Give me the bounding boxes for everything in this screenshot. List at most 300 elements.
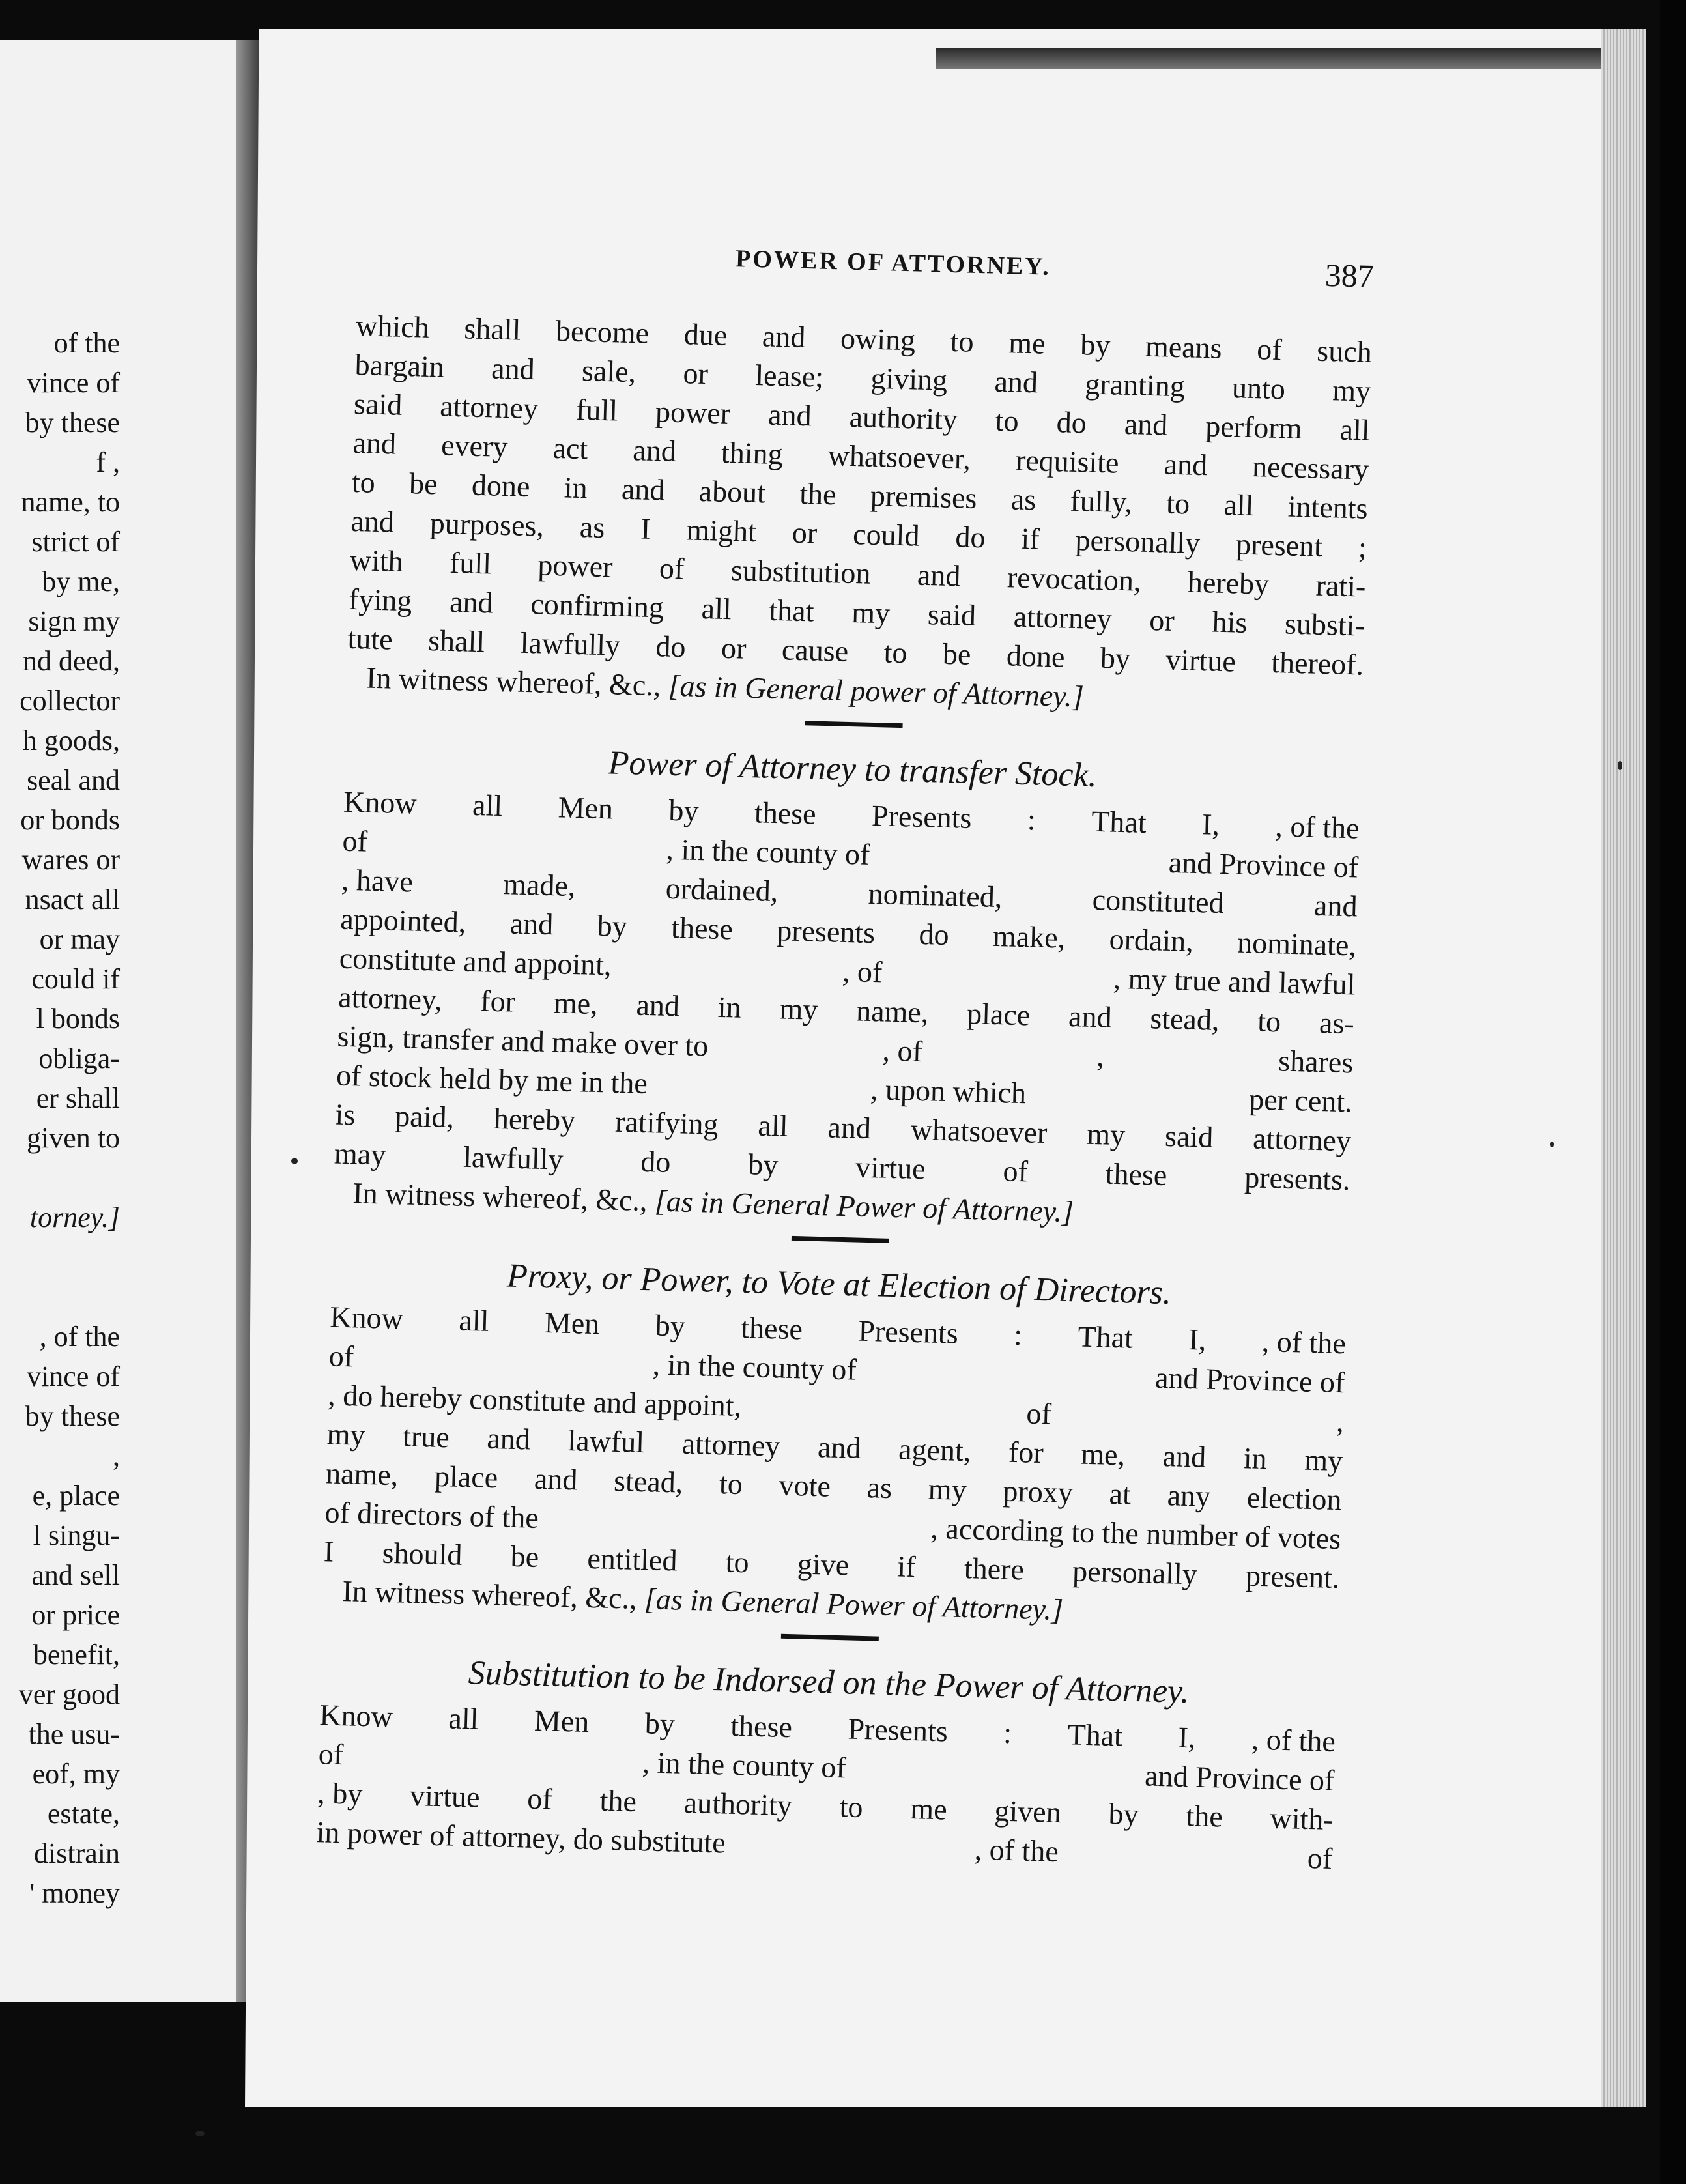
witness-reference: [as in General Power of Attorney.] <box>654 1184 1074 1229</box>
word: me <box>909 1792 948 1826</box>
facing-page-line: collector <box>20 685 120 717</box>
word: his <box>1211 605 1248 639</box>
word: which <box>355 308 430 344</box>
facing-page-line: by these <box>25 407 120 438</box>
word: these <box>740 1310 803 1346</box>
word: presents <box>776 913 876 950</box>
word: make, <box>992 919 1066 955</box>
word: attorney <box>1252 1121 1352 1158</box>
facing-page-line: strict of <box>31 526 120 558</box>
word: power <box>537 548 614 584</box>
word: of stock held by me in the <box>336 1058 648 1100</box>
word: bargain <box>354 347 445 384</box>
word: of <box>1025 1396 1052 1431</box>
word: ; <box>1358 530 1367 564</box>
facing-page-line: name, to <box>21 486 120 518</box>
word: to <box>351 465 376 499</box>
word: revocation, <box>1007 560 1142 597</box>
word: by <box>655 1308 686 1343</box>
witness-reference: [as in General Power of Attorney.] <box>644 1582 1064 1627</box>
word: of <box>1307 1841 1333 1875</box>
witness-text: In witness whereof, &c., <box>365 661 669 702</box>
word: and Province of <box>1168 845 1359 884</box>
word: perform <box>1205 409 1303 446</box>
word: , my true and lawful <box>1113 961 1356 1001</box>
word: my <box>326 1417 366 1452</box>
word: authority <box>849 399 958 437</box>
word: power <box>655 395 731 431</box>
word: thing <box>721 435 784 471</box>
word: for <box>1008 1435 1044 1470</box>
word: I, <box>1201 807 1220 841</box>
word: any <box>1167 1478 1211 1513</box>
word: paid, <box>394 1099 455 1134</box>
word: , in the county of <box>642 1746 847 1785</box>
word: attorney <box>439 389 539 425</box>
word: of <box>1256 332 1283 367</box>
word: name, <box>855 994 930 1029</box>
ink-speck <box>291 1158 298 1164</box>
facing-page-line: estate, <box>47 1798 120 1830</box>
word: do <box>954 520 986 554</box>
word: lawful <box>567 1424 645 1459</box>
word: by <box>597 908 628 943</box>
facing-page-line: ver good <box>18 1678 120 1710</box>
word: of <box>1002 1154 1029 1188</box>
word: ordained, <box>665 871 779 908</box>
word: me, <box>1080 1437 1126 1472</box>
word: of <box>328 1339 354 1373</box>
word: and <box>350 504 395 539</box>
word: become <box>555 313 650 350</box>
word: by <box>1108 1796 1139 1832</box>
word: in power of attorney, do substitute <box>316 1815 726 1860</box>
word: , of the <box>974 1832 1059 1868</box>
word: shall <box>427 624 485 659</box>
word: shall <box>463 311 522 347</box>
word: and Province of <box>1144 1759 1336 1798</box>
word: tute <box>347 621 393 656</box>
scan-border <box>1660 0 1686 2184</box>
word: given <box>993 1794 1062 1830</box>
word: all <box>1223 487 1255 523</box>
word: said <box>927 597 977 633</box>
continuation-paragraph <box>346 306 1372 724</box>
facing-page-line: or bonds <box>20 804 120 836</box>
facing-page-line: distrain <box>34 1837 120 1869</box>
word: all <box>472 788 503 823</box>
word: and <box>817 1430 862 1465</box>
facing-page-line: benefit, <box>33 1639 120 1671</box>
word: do <box>918 917 950 952</box>
witness-text: In witness whereof, &c., <box>341 1574 645 1616</box>
word: all <box>1339 412 1371 447</box>
word: virtue <box>1165 642 1236 678</box>
word: of <box>659 551 685 586</box>
word: these <box>670 910 734 946</box>
word: do <box>640 1144 672 1179</box>
facing-page-line: sign my <box>28 605 120 637</box>
form-section <box>322 1224 1349 1637</box>
word: may <box>334 1136 386 1171</box>
word: by <box>668 793 700 827</box>
word: all <box>458 1303 490 1338</box>
facing-page-line: wares or <box>21 844 120 876</box>
word: place <box>966 996 1031 1032</box>
word: my <box>1086 1117 1126 1152</box>
word: sign, transfer and make over to <box>337 1019 709 1063</box>
word: my <box>1304 1443 1343 1478</box>
word: stead, <box>1149 1001 1220 1037</box>
word: constitute and appoint, <box>339 941 612 982</box>
word: in <box>564 470 588 505</box>
word: , of <box>842 954 883 989</box>
word: and <box>1068 999 1113 1034</box>
word: presents. <box>1244 1160 1351 1197</box>
word: I <box>640 511 651 545</box>
word: could <box>852 517 921 553</box>
word: , of the <box>1261 1324 1347 1360</box>
section-heading: Power of Attorney to transfer Stock. <box>608 744 1098 794</box>
word: give <box>797 1547 850 1582</box>
word: as- <box>1319 1006 1355 1041</box>
ink-speck <box>195 2131 205 2136</box>
word: , by <box>317 1776 364 1811</box>
facing-page-line: , of the <box>39 1321 120 1353</box>
word: Know <box>343 784 418 820</box>
word: and <box>352 425 397 461</box>
facing-page-line: and sell <box>31 1559 120 1591</box>
word: or <box>1149 603 1175 637</box>
facing-page-line: by these <box>25 1400 120 1432</box>
ink-speck <box>1550 1142 1554 1147</box>
word: : <box>1027 803 1036 837</box>
word: by <box>644 1706 676 1741</box>
word: done <box>471 468 531 504</box>
word: Men <box>534 1703 590 1739</box>
word: should <box>382 1536 463 1572</box>
word: , upon which <box>870 1072 1027 1110</box>
word: purposes, <box>429 506 545 543</box>
word: true <box>402 1419 450 1454</box>
word: virtue <box>409 1778 481 1814</box>
word: vote <box>779 1468 831 1503</box>
word: hereby <box>1187 565 1270 601</box>
word: authority <box>683 1785 793 1822</box>
form-sections <box>316 709 1362 1878</box>
word: Men <box>558 790 614 826</box>
word: and <box>449 584 494 620</box>
page-edges <box>1601 29 1646 2107</box>
ink-speck <box>1618 761 1622 770</box>
word: and <box>486 1421 531 1456</box>
facing-page-line: e, place <box>32 1480 120 1512</box>
word: by <box>747 1147 779 1182</box>
word: for <box>479 984 516 1018</box>
word: appointed, <box>339 902 467 939</box>
facing-page-line: , <box>113 1440 120 1472</box>
facing-page-line: of the <box>53 327 120 359</box>
word: : <box>1013 1317 1023 1352</box>
word: Know <box>319 1698 393 1734</box>
word: granting <box>1084 367 1186 403</box>
word: me, <box>553 986 599 1021</box>
word: of <box>526 1781 553 1816</box>
word: fully, <box>1069 483 1133 519</box>
word: to <box>719 1467 743 1501</box>
word: , in the county of <box>652 1347 857 1387</box>
word: whatsoever <box>910 1112 1048 1150</box>
word: nominated, <box>868 876 1003 914</box>
word: these <box>730 1708 793 1744</box>
word: full <box>575 392 618 427</box>
word: personally <box>1074 523 1201 560</box>
word: entitled <box>586 1541 678 1577</box>
word: do <box>655 629 687 664</box>
facing-page-line: or may <box>39 923 120 955</box>
word: rati- <box>1315 568 1366 603</box>
word: and <box>917 558 962 593</box>
word: , of <box>882 1033 923 1069</box>
witness-reference: [as in General power of Attorney.] <box>668 668 1085 713</box>
word: might <box>685 513 757 549</box>
facing-page-line: vince of <box>27 367 120 399</box>
word: , according to the number of votes <box>930 1511 1341 1556</box>
facing-page-line: f , <box>96 446 120 478</box>
word: or <box>792 515 818 550</box>
word: hereby <box>493 1101 576 1138</box>
word: owing <box>840 321 916 357</box>
word: confirming <box>530 587 664 624</box>
word: if <box>896 1549 917 1584</box>
word: that <box>768 593 815 628</box>
word: all <box>701 591 732 626</box>
word: Presents <box>847 1712 949 1748</box>
word: : <box>1003 1716 1012 1750</box>
word: is <box>334 1097 356 1132</box>
word: of <box>341 824 368 858</box>
word: and <box>1313 888 1358 923</box>
word: and <box>534 1461 579 1497</box>
word: in <box>717 990 742 1024</box>
word: intents <box>1287 489 1369 525</box>
section-heading: Proxy, or Power, to Vote at Election of Directors. <box>506 1257 1172 1312</box>
word: and <box>767 397 812 433</box>
word: attorney <box>1013 599 1113 636</box>
word: , in the county of <box>665 832 871 871</box>
facing-page-line: vince of <box>27 1360 120 1392</box>
word: and <box>827 1110 872 1145</box>
word: at <box>1109 1476 1132 1511</box>
word: per cent. <box>1248 1082 1353 1119</box>
word: giving <box>870 361 948 397</box>
facing-page-line: er shall <box>36 1082 120 1114</box>
section-heading: Substitution to be Indorsed on the Power of Attorney. <box>468 1654 1190 1711</box>
word: necessary <box>1251 450 1369 486</box>
word: , <box>1096 1039 1105 1073</box>
word: my <box>1332 373 1371 408</box>
facing-page-line: by me, <box>42 566 120 597</box>
word: That <box>1077 1319 1134 1355</box>
word: by <box>1079 328 1111 362</box>
word: lawfully <box>520 625 621 662</box>
word: of directors of the <box>324 1495 539 1534</box>
word: attorney <box>681 1426 781 1463</box>
word: to <box>1257 1004 1281 1039</box>
word: lawfully <box>463 1140 564 1176</box>
word: these <box>1105 1157 1168 1192</box>
word: the <box>799 476 837 511</box>
word: nominate, <box>1236 925 1357 962</box>
word: and <box>1124 407 1168 442</box>
word: and <box>491 351 536 386</box>
word: fying <box>348 582 413 618</box>
word: in <box>1243 1441 1268 1476</box>
word: the <box>1185 1799 1223 1833</box>
word: name, <box>325 1456 399 1492</box>
word: as <box>866 1471 893 1505</box>
word: my <box>851 596 891 630</box>
section-divider <box>805 721 903 728</box>
facing-page-line: nd deed, <box>22 645 120 677</box>
word: lease; <box>754 358 824 394</box>
word: to <box>1165 486 1190 521</box>
word: and Province of <box>1154 1360 1346 1400</box>
word: to <box>725 1545 750 1579</box>
witness-text: In witness whereof, &c., <box>352 1176 655 1218</box>
word: attorney, <box>337 980 443 1016</box>
word: as <box>579 510 605 545</box>
word: , have <box>341 863 414 898</box>
facing-page-line: or price <box>31 1599 120 1631</box>
running-head-title: POWER OF ATTORNEY. <box>735 245 1051 281</box>
word: That <box>1091 804 1147 839</box>
word: place <box>434 1459 498 1495</box>
word: shares <box>1278 1044 1354 1080</box>
word: unto <box>1231 371 1286 406</box>
word: all <box>448 1701 479 1736</box>
word: my <box>928 1472 967 1507</box>
word: these <box>754 796 817 831</box>
word: I, <box>1177 1720 1196 1755</box>
word: act <box>552 431 588 466</box>
word: every <box>440 428 509 464</box>
word: present <box>1235 527 1323 563</box>
facing-page-line: nsact all <box>25 884 120 915</box>
word: substi- <box>1284 607 1365 642</box>
facing-page-line: could if <box>31 963 120 995</box>
word: constituted <box>1092 882 1225 920</box>
word: made, <box>502 867 577 903</box>
facing-page-line: obliga- <box>38 1042 120 1074</box>
word: , do hereby constitute and appoint, <box>327 1378 742 1423</box>
word: and <box>762 319 807 354</box>
word: to <box>883 635 908 670</box>
word: ratifying <box>614 1104 719 1141</box>
word: there <box>964 1551 1025 1587</box>
word: with- <box>1270 1801 1334 1837</box>
word: and <box>632 433 677 468</box>
section-divider <box>781 1634 879 1641</box>
facing-page-line: given to <box>27 1122 120 1154</box>
word: whatsoever, <box>827 438 971 476</box>
word: cause <box>781 633 849 668</box>
word: and <box>509 906 554 941</box>
word: said <box>1164 1119 1214 1154</box>
word: I <box>323 1534 335 1568</box>
word: substitution <box>730 553 872 590</box>
word: election <box>1246 1480 1343 1517</box>
page-top-shadow <box>936 48 1686 69</box>
facing-page-line: ' money <box>29 1877 120 1909</box>
word: of <box>318 1737 344 1772</box>
form-section <box>333 709 1362 1239</box>
word: present. <box>1245 1559 1341 1595</box>
word: done <box>1006 639 1066 674</box>
word: with <box>349 543 404 578</box>
word: agent, <box>898 1432 972 1468</box>
word: full <box>449 545 492 581</box>
word: said <box>353 386 403 422</box>
word: all <box>757 1108 789 1143</box>
section-divider <box>792 1236 889 1243</box>
word: as <box>1010 482 1036 517</box>
word: and <box>621 472 666 507</box>
word: due <box>683 317 728 352</box>
word: Presents <box>871 798 973 835</box>
word: I, <box>1188 1322 1207 1357</box>
word: or <box>682 356 709 391</box>
word: , <box>1336 1404 1345 1439</box>
page-text <box>316 235 1374 1878</box>
word: ordain, <box>1109 922 1194 958</box>
facing-page-line: eof, my <box>32 1758 120 1790</box>
word: means <box>1145 329 1223 365</box>
word: and <box>1164 447 1208 482</box>
word: be <box>510 1539 539 1573</box>
word: to <box>995 403 1020 438</box>
page-number: 387 <box>1324 256 1375 295</box>
word: to <box>950 324 975 358</box>
word: if <box>1020 521 1040 556</box>
word: and <box>1162 1439 1207 1474</box>
word: sale, <box>581 354 636 389</box>
facing-page-line: h goods, <box>22 725 120 756</box>
facing-page <box>0 40 236 2002</box>
word: do <box>1056 405 1087 440</box>
facing-page-line: l bonds <box>36 1003 120 1035</box>
word: thereof. <box>1270 645 1364 682</box>
word: and <box>993 364 1038 399</box>
word: and <box>635 988 680 1023</box>
word: personally <box>1072 1554 1198 1591</box>
facing-page-line: torney.] <box>29 1201 120 1233</box>
word: by <box>1100 641 1131 676</box>
word: requisite <box>1015 443 1120 480</box>
word: Know <box>329 1300 404 1336</box>
word: about <box>698 474 766 510</box>
word: such <box>1316 334 1373 369</box>
word: Men <box>544 1306 600 1341</box>
word: , of the <box>1274 809 1360 845</box>
word: to <box>839 1790 864 1824</box>
facing-page-line: l singu- <box>33 1519 120 1551</box>
word: That <box>1066 1717 1123 1753</box>
word: my <box>779 992 819 1026</box>
word: proxy <box>1002 1474 1074 1510</box>
word: stead, <box>613 1463 683 1499</box>
word: , of the <box>1251 1722 1336 1759</box>
